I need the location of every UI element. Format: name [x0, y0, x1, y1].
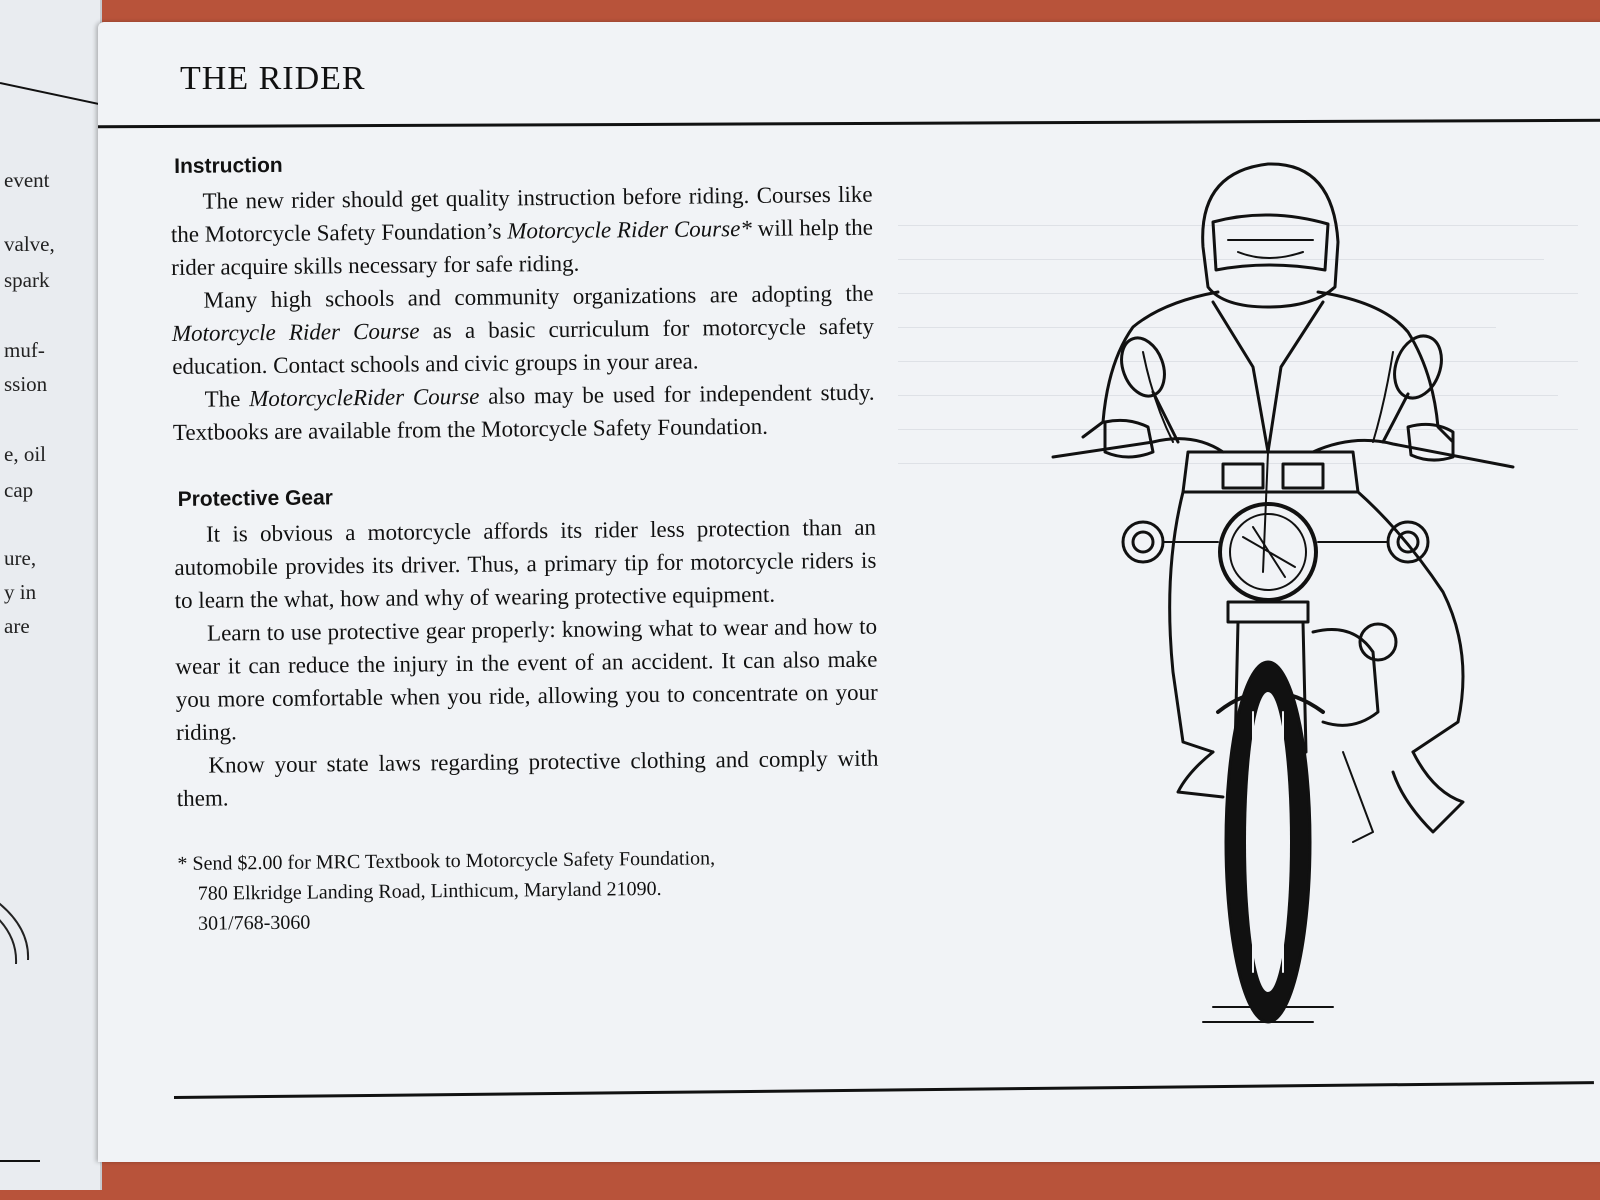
left-page-fragment: e, oil: [4, 442, 46, 466]
footnote-line-2: 780 Elkridge Landing Road, Linthicum, Maryland 21090.: [197, 877, 662, 905]
footnote-line-3: 301/768-3060: [197, 911, 311, 935]
page-title: THE RIDER: [180, 60, 366, 97]
left-page-fragment: spark: [4, 268, 50, 292]
left-page-fragment: valve,: [4, 232, 55, 256]
instruction-paragraph-3: The MotorcycleRider Course also may be used for independent study. Textbooks are available from the Motorcycle Safety Foundation.: [172, 379, 875, 445]
footer-rule: [174, 1081, 1594, 1099]
left-page-fragment: muf-: [4, 338, 45, 362]
left-page-fragment: cap: [4, 478, 34, 502]
left-page-fragment: event: [4, 168, 50, 192]
left-page-edge: [0, 0, 102, 1190]
footnote: [177, 842, 880, 939]
protective-gear-paragraph-1: It is obvious a motorcycle affords its rider less protection than an automobile provides its driver. Thus, a primary tip for motorcycle riders is to learn the what, how and why of wearing protective equipment.: [174, 514, 877, 613]
left-page-fragment: are: [4, 614, 30, 638]
left-page-fragment: y in: [4, 580, 37, 604]
left-page-fragment: ssion: [4, 372, 48, 396]
manual-page: [98, 22, 1600, 1162]
left-page-bottom-rule: [0, 1160, 40, 1162]
left-page-rule: [0, 82, 102, 107]
text-column: [170, 143, 880, 939]
header-rule: [98, 119, 1600, 129]
instruction-heading: Instruction: [174, 153, 283, 178]
instruction-paragraph-1: The new rider should get quality instruction before riding. Courses like the Motorcycle Safety Foundation’s Motorcycle Rider Course* will help the rider acquire skills necessary for safe riding.: [170, 181, 873, 280]
instruction-paragraph-2: Many high schools and community organizations are adopting the Motorcycle Rider Course as a basic curriculum for motorcycle safety education. Contact schools and civic groups in your area.: [171, 280, 875, 379]
rider-on-motorcycle-illustration-icon: [1013, 152, 1553, 1052]
protective-gear-paragraph-2: Learn to use protective gear properly: knowing what to wear and how to wear it can reduce the injury in the event of an accident. It can also make you more comfortable when you ride, allowing you to concentrate on your riding.: [175, 613, 878, 745]
left-page-fragment: ure,: [4, 546, 37, 570]
protective-gear-heading: Protective Gear: [177, 486, 334, 511]
footnote-line-1: * Send $2.00 for MRC Textbook to Motorcycle Safety Foundation,: [177, 847, 716, 875]
left-page-sketch-icon: [0, 880, 40, 970]
protective-gear-paragraph-3: Know your state laws regarding protective clothing and comply with them.: [176, 745, 879, 811]
